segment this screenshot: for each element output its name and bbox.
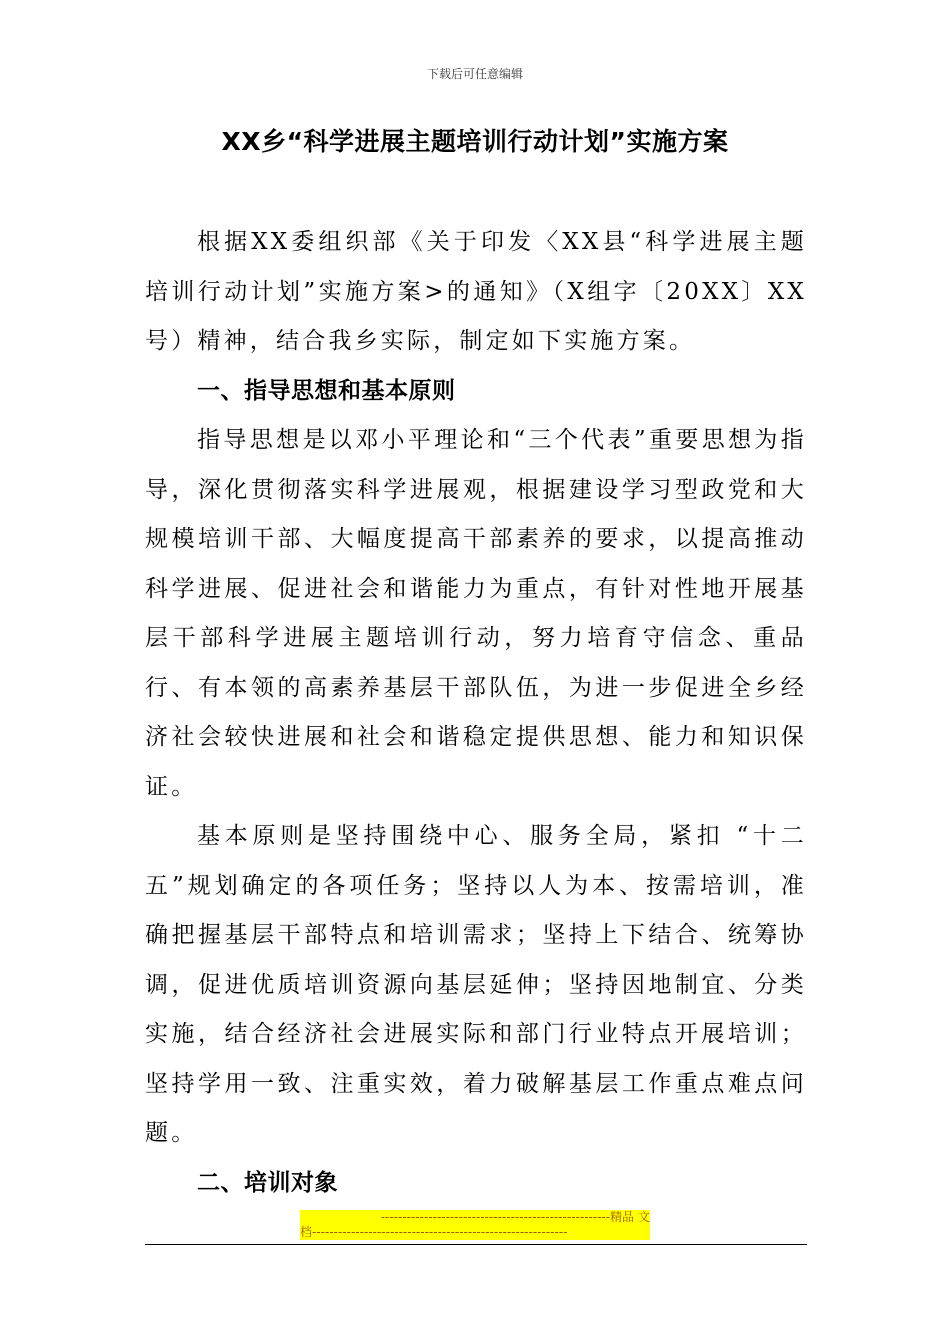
paragraph-guiding-ideology: 指导思想是以邓小平理论和“三个代表”重要思想为指导，深化贯彻落实科学进展观，根据建设学习型政党和大规模培训干部、大幅度提高干部素养的要求，以提高推动科学进展、促进社会和谐能力为重点，有针对性地开展基层干部科学进展主题培训行动，努力培育守信念、重品行、有本领的高素养基层干部队伍，为进一步促进全乡经济社会较快进展和社会和谐稳定提供思想、能力和知识保证。 — [145, 427, 807, 800]
page-header-note: 下载后可任意编辑 — [426, 67, 523, 81]
footer-watermark-band — [300, 1210, 650, 1240]
document-title: XX乡“科学进展主题培训行动计划”实施方案 — [221, 127, 729, 156]
footer-watermark-line-2: 档----------------------------------------------------------- — [300, 1225, 568, 1239]
document-body — [145, 218, 807, 1208]
section-heading-trainees: 二、培训对象 — [197, 1169, 338, 1196]
footer-divider — [145, 1244, 807, 1245]
paragraph-basic-principles: 基本原则是坚持围绕中心、服务全局，紧扣 “十二五”规划确定的各项任务；坚持以人为本、按需培训，准确把握基层干部特点和培训需求；坚持上下结合、统筹协调，促进优质培训资源向基层延伸；坚持因地制宜、分类实施，结合经济社会进展实际和部门行业特点开展培训；坚持学用一致、注重实效，着力破解基层工作重点难点问题。 — [145, 823, 807, 1146]
section-heading-guiding: 一、指导思想和基本原则 — [197, 377, 456, 404]
intro-paragraph: 根据XX委组织部《关于印发〈XX县“科学进展主题培训行动计划”实施方案>的通知》（X组字〔20XX〕XX号）精神，结合我乡实际，制定如下实施方案。 — [145, 229, 807, 354]
footer-watermark-line-1: -----------------------------------------------------精品 文 — [380, 1210, 650, 1224]
